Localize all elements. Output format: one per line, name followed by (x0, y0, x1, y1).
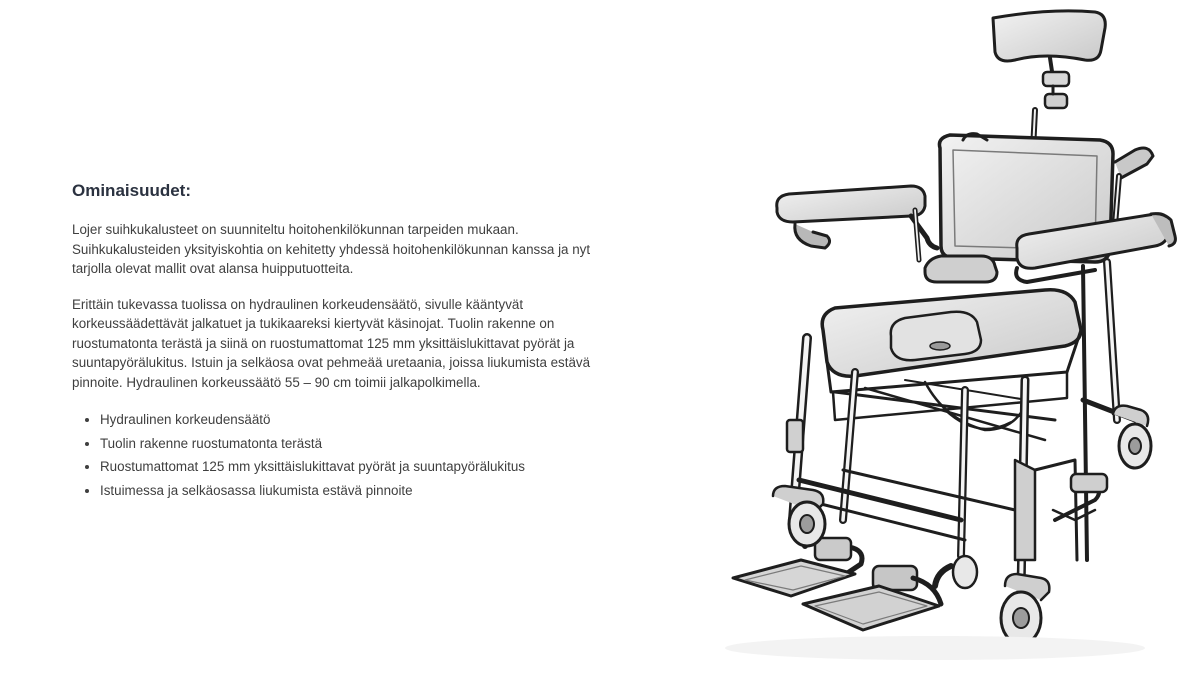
intro-line: Suihkukalusteiden yksityiskohtia on kehitetty yhdessä hoitohenkilökunnan kanssa ja nyt (72, 241, 591, 257)
details-line: suuntapyörälukitus. Istuin ja selkäosa ovat pehmeää uretaania, joissa liukumista estävä (72, 355, 591, 370)
details-paragraph (72, 295, 642, 393)
product-description (72, 178, 642, 502)
feature-item: • Hydraulinen korkeudensäätö (100, 408, 642, 432)
feature-item: • Ruostumattomat 125 mm yksittäislukittavat pyörät ja suuntapyörälukitus (100, 455, 642, 479)
shower-chair-illustration (715, 0, 1200, 675)
intro-line: Lojer suihkukalusteet on suunniteltu hoitohenkilökunnan tarpeiden mukaan. (72, 222, 519, 237)
feature-list (72, 408, 642, 502)
feature-item: • Tuolin rakenne ruostumatonta terästä (100, 432, 642, 456)
details-line: pinnoite. Hydraulinen korkeussäätö 55 – 90 cm toimii jalkapolkimella. (72, 374, 481, 390)
section-heading: Ominaisuudet: (72, 181, 192, 200)
shower-chair-drawing (715, 0, 1200, 675)
details-line: korkeussäädettävät jalkatuet ja tukikaareksi kiertyvät käsinojat. Tuolin rakenne on (72, 316, 555, 331)
rear-middle-wheel (953, 556, 977, 588)
details-line: Erittäin tukevassa tuolissa on hydraulinen korkeudensäätö, sivulle kääntyvät (72, 296, 524, 312)
intro-paragraph (72, 220, 642, 279)
front-left-wheel (773, 486, 825, 546)
seat-opening (891, 312, 981, 361)
front-right-wheel (1001, 574, 1049, 644)
details-line: ruostumatonta terästä ja siinä on ruostumattomat 125 mm yksittäislukittavat pyörät ja (72, 335, 575, 351)
left-armrest (777, 186, 925, 222)
headrest (993, 11, 1105, 61)
feature-item: • Istuimessa ja selkäosassa liukumista estävä pinnoite (100, 479, 642, 503)
intro-line: tarjolla olevat mallit ovat alansa huipputuotteita. (72, 261, 354, 276)
rear-right-wheel (1113, 406, 1151, 468)
